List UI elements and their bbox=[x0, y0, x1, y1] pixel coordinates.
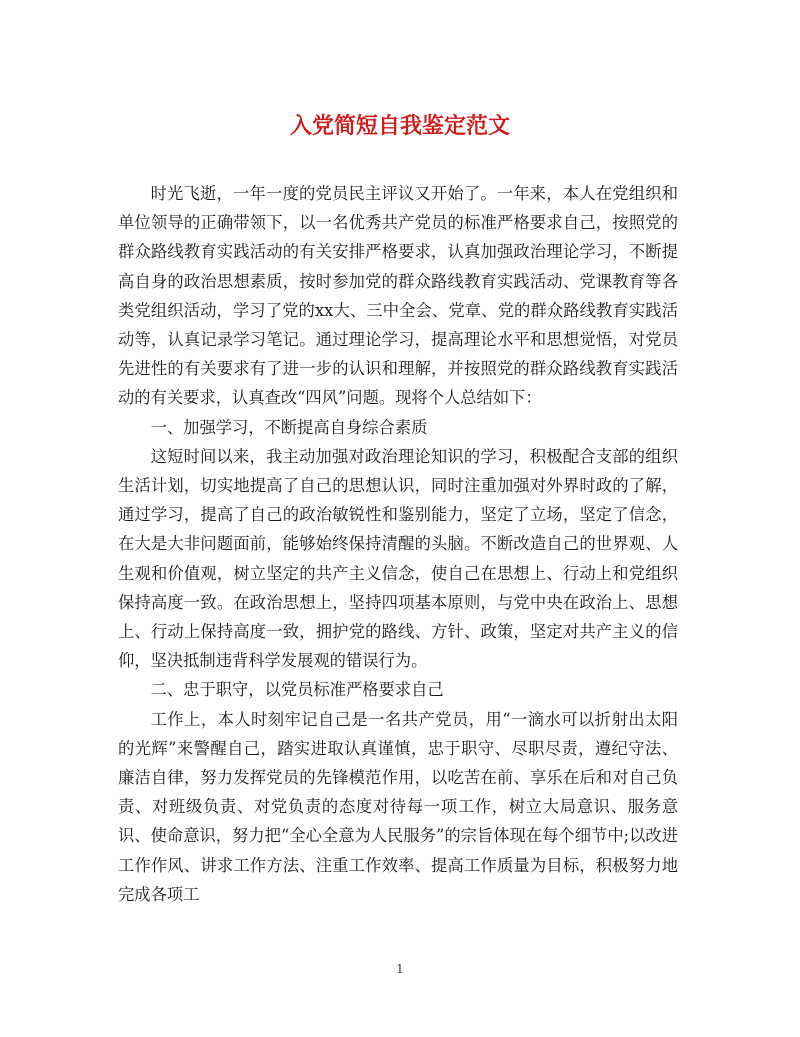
paragraph-section-2: 工作上，本人时刻牢记自己是一名共产党员，用“一滴水可以折射出太阳的光辉”来警醒自己，踏实进取认真谨慎，忠于职守、尽职尽责，遵纪守法、廉洁自律，努力发挥党员的先锋模范作用，以吃苦在前、享乐在后和对自己负责、对班级负责、对党负责的态度对待每一项工作，树立大局意识、服务意识、使命意识，努力把“全心全意为人民服务”的宗旨体现在每个细节中;以改进工作作风、讲求工作方法、注重工作效率、提高工作质量为目标，积极努力地完成各项工 bbox=[118, 709, 678, 904]
page-number: 1 bbox=[396, 962, 404, 976]
paragraph-section-1: 这短时间以来，我主动加强对政治理论知识的学习，积极配合支部的组织生活计划，切实地提高了自己的思想认识，同时注重加强对外界时政的了解，通过学习，提高了自己的政治敏锐性和鉴别能力，坚定了立场，坚定了信念，在大是大非问题面前，能够始终保持清醒的头脑。不断改造自己的世界观、人生观和价值观，树立坚定的共产主义信念，使自己在思想上、行动上和党组织保持高度一致。在政治思想上，坚持四项基本原则，与党中央在政治上、思想上、行动上保持高度一致，拥护党的路线、方针、政策，坚定对共产主义的信仰，坚决抵制违背科学发展观的错误行为。 bbox=[118, 446, 678, 671]
paragraph-intro: 时光飞逝，一年一度的党员民主评议又开始了。一年来，本人在党组织和单位领导的正确带领下，以一名优秀共产党员的标准严格要求自己，按照党的群众路线教育实践活动的有关安排严格要求，认真加强政治理论学习，不断提高自身的政治思想素质，按时参加党的群众路线教育实践活动、党课教育等各类党组织活动，学习了党的xx大、三中全会、党章、党的群众路线教育实践活动等，认真记录学习笔记。通过理论学习，提高理论水平和思想觉悟，对党员先进性的有关要求有了进一步的认识和理解，并按照党的群众路线教育实践活动的有关要求，认真查改“四风”问题。现将个人总结如下： bbox=[118, 184, 678, 408]
section-heading-2: 二、忠于职守，以党员标准严格要求自己 bbox=[150, 680, 444, 700]
document-body bbox=[118, 179, 678, 909]
section-heading-1: 一、加强学习，不断提高自身综合素质 bbox=[150, 417, 428, 437]
document-title: 入党简短自我鉴定范文 bbox=[289, 113, 510, 139]
